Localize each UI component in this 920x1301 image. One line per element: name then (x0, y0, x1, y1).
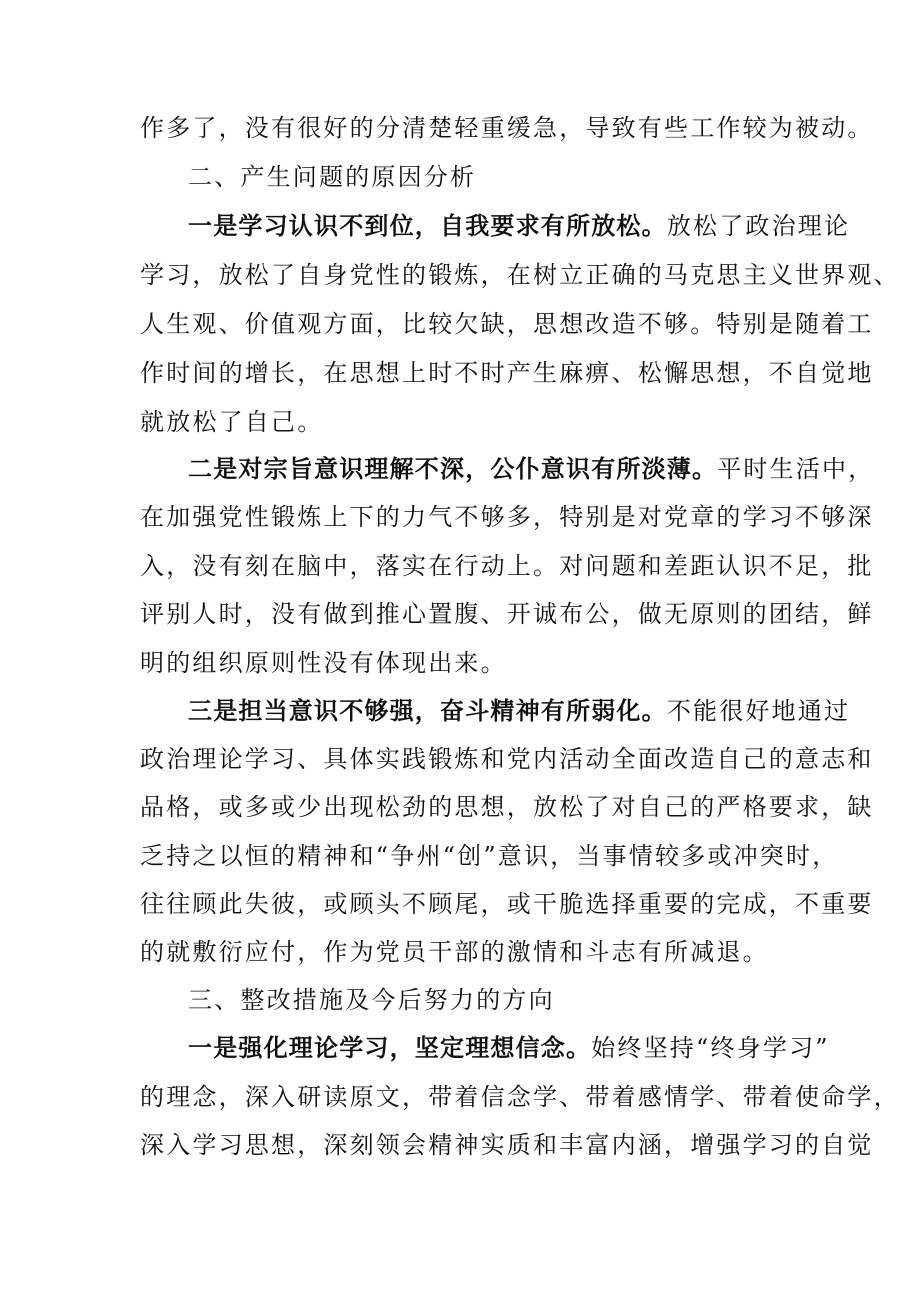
line-text: 平时生活中， (717, 455, 875, 483)
text-line (140, 742, 874, 776)
text-line (140, 597, 874, 631)
paragraph-lead: 一是强化理论学习，坚定理想信念。 (188, 1034, 592, 1062)
text-line (140, 111, 874, 145)
line-text: 人生观、价值观方面，比较欠缺，思想改造不够。特别是随着工 (140, 310, 874, 338)
paragraph-first-line (188, 1031, 830, 1065)
line-text: 乏持之以恒的精神和“争州“创”意识，当事情较多或冲突时， (140, 842, 839, 870)
line-text: 往往顾此失彼，或顾头不顾尾，或干脆选择重要的完成，不重要 (140, 890, 874, 918)
text-line (140, 790, 874, 824)
text-line (140, 646, 507, 680)
paragraph-first-line (188, 694, 850, 728)
heading-text: 三、整改措施及今后努力的方向 (188, 986, 555, 1014)
text-line (140, 258, 900, 292)
line-text: 不能很好地通过 (666, 697, 851, 725)
text-line (140, 839, 838, 873)
paragraph-lead: 一是学习认识不到位，自我要求有所放松。 (188, 212, 667, 240)
text-line (140, 500, 874, 534)
line-text: 作多了，没有很好的分清楚轻重缓急，导致有些工作较为被动。 (140, 114, 874, 142)
line-text: 品格，或多或少出现松劲的思想，放松了对自己的严格要求，缺 (140, 793, 874, 821)
line-text: 放松了政治理论 (666, 212, 851, 240)
text-line (140, 549, 874, 583)
paragraph-first-line (188, 209, 850, 243)
text-line (140, 935, 769, 969)
section-heading (188, 160, 476, 194)
text-line (140, 1128, 874, 1162)
line-text: 学习，放松了自身党性的锻炼，在树立正确的马克思主义世界观、 (140, 261, 900, 289)
text-line (140, 887, 874, 921)
text-line (140, 307, 874, 341)
paragraph-first-line (188, 452, 874, 486)
line-text: 政治理论学习、具体实践锻炼和党内活动全面改造自己的意志和 (140, 745, 874, 773)
text-line (140, 405, 323, 439)
line-text: 深入学习思想，深刻领会精神实质和丰富内涵，增强学习的自觉 (140, 1131, 874, 1159)
line-text: 的理念，深入研读原文，带着信念学、带着感情学、带着使命学， (140, 1083, 900, 1111)
line-text: 在加强党性锻炼上下的力气不够多，特别是对党章的学习不够深 (140, 503, 874, 531)
text-line (140, 356, 874, 390)
line-text: 明的组织原则性没有体现出来。 (140, 649, 507, 677)
paragraph-lead: 三是担当意识不够强，奋斗精神有所弱化。 (188, 697, 667, 725)
line-text: 就放松了自己。 (140, 408, 324, 436)
line-text: 作时间的增长，在思想上时不时产生麻痹、松懈思想，不自觉地 (140, 359, 874, 387)
text-line (140, 1080, 900, 1114)
line-text: 评别人时，没有做到推心置腹、开诚布公，做无原则的团结，鲜 (140, 600, 874, 628)
paragraph-lead: 二是对宗旨意识理解不深，公仆意识有所淡薄。 (188, 455, 718, 483)
line-text: 入，没有刻在脑中，落实在行动上。对问题和差距认识不足，批 (140, 552, 874, 580)
heading-text: 二、产生问题的原因分析 (188, 163, 477, 191)
line-text: 始终坚持“终身学习” (591, 1034, 830, 1062)
section-heading (188, 983, 555, 1017)
line-text: 的就敷衍应付，作为党员干部的激情和斗志有所减退。 (140, 938, 769, 966)
